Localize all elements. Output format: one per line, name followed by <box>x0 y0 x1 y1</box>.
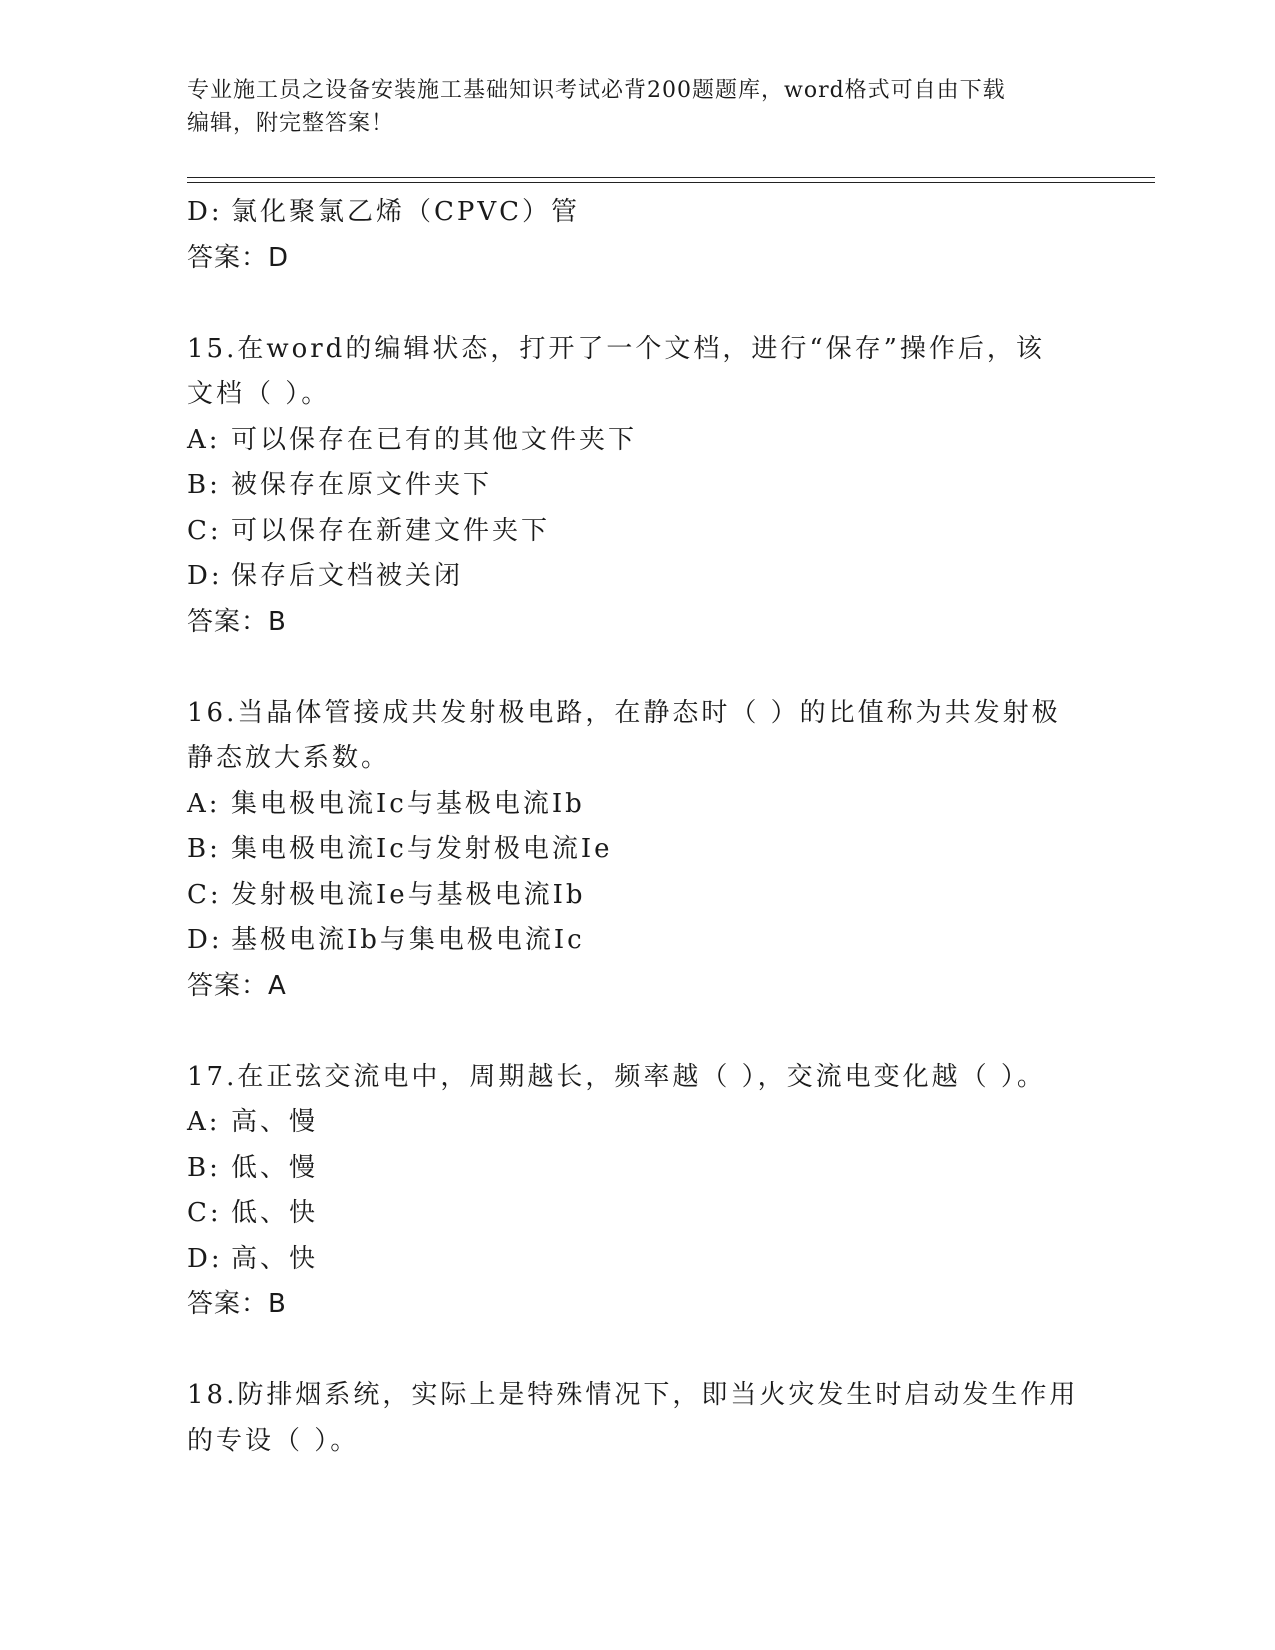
option-c <box>187 1191 1087 1237</box>
option-a <box>187 782 1087 828</box>
option-text: 高、慢 <box>231 1107 319 1137</box>
option-letter: B: <box>187 470 221 500</box>
answer-line: 答案：B <box>187 606 287 637</box>
question-16 <box>187 691 1087 1010</box>
question-stem-continued: 静态放大系数。 <box>187 743 391 773</box>
option-text: 集电极电流Ic与发射极电流Ie <box>231 834 613 864</box>
option-c <box>187 873 1087 919</box>
option-letter: C: <box>187 1198 222 1228</box>
option-text: 保存后文档被关闭 <box>231 561 464 591</box>
question-stem: 18.防排烟系统，实际上是特殊情况下，即当火灾发生时启动发生作用 <box>187 1380 1079 1410</box>
option-d <box>187 918 1087 964</box>
page-header <box>187 74 1087 140</box>
option-text: 被保存在原文件夹下 <box>231 470 493 500</box>
question-stem-continued: 文档（ ）。 <box>187 379 331 409</box>
option-d <box>187 190 1087 236</box>
spacer <box>187 1009 1087 1055</box>
option-text: 发射极电流Ie与基极电流Ib <box>231 879 586 910</box>
option-d <box>187 1237 1087 1283</box>
option-letter: D: <box>187 925 223 955</box>
option-letter: C: <box>187 879 222 910</box>
option-text: 低、快 <box>231 1198 319 1228</box>
option-text: 氯化聚氯乙烯（CPVC）管 <box>231 197 581 227</box>
option-a <box>187 1100 1087 1146</box>
option-letter: A: <box>187 424 221 455</box>
question-stem: 17.在正弦交流电中，周期越长，频率越（ ），交流电变化越（ ）。 <box>187 1061 1046 1092</box>
option-b <box>187 827 1087 873</box>
option-letter: C: <box>187 515 222 546</box>
option-text: 可以保存在新建文件夹下 <box>231 515 551 546</box>
option-text: 低、慢 <box>231 1152 319 1183</box>
question-17 <box>187 1055 1087 1328</box>
option-d <box>187 554 1087 600</box>
question-18 <box>187 1373 1087 1464</box>
answer-line: 答案：D <box>187 242 290 273</box>
spacer <box>187 281 1087 327</box>
question-15 <box>187 327 1087 646</box>
carryover-block <box>187 190 1087 281</box>
question-stem: 16.当晶体管接成共发射极电路，在静态时（ ）的比值称为共发射极 <box>187 697 1061 728</box>
option-letter: B: <box>187 1152 221 1183</box>
header-rule-bottom <box>187 182 1155 183</box>
question-list <box>187 190 1087 1464</box>
option-text: 可以保存在已有的其他文件夹下 <box>231 424 638 455</box>
header-title-line-2: 编辑，附完整答案！ <box>187 111 395 136</box>
header-title-line-1: 专业施工员之设备安装施工基础知识考试必背200题题库，word格式可自由下载 <box>187 78 1006 103</box>
header-rule-top <box>187 177 1155 178</box>
option-a <box>187 418 1087 464</box>
option-c <box>187 509 1087 555</box>
question-stem-continued: 的专设（ ）。 <box>187 1425 360 1456</box>
spacer <box>187 1328 1087 1374</box>
option-letter: B: <box>187 834 221 864</box>
option-text: 高、快 <box>231 1243 319 1274</box>
option-letter: D: <box>187 1243 223 1274</box>
spacer <box>187 645 1087 691</box>
option-b <box>187 463 1087 509</box>
option-letter: A: <box>187 788 221 819</box>
answer-line: 答案：A <box>187 970 287 1001</box>
option-letter: D: <box>187 561 223 591</box>
answer-line: 答案：B <box>187 1289 287 1319</box>
option-letter: A: <box>187 1107 221 1137</box>
option-text: 基极电流Ib与集电极电流Ic <box>231 925 585 955</box>
option-b <box>187 1146 1087 1192</box>
option-letter: D: <box>187 197 223 227</box>
option-text: 集电极电流Ic与基极电流Ib <box>231 788 585 819</box>
question-stem: 15.在word的编辑状态，打开了一个文档，进行“保存”操作后，该 <box>187 333 1045 364</box>
